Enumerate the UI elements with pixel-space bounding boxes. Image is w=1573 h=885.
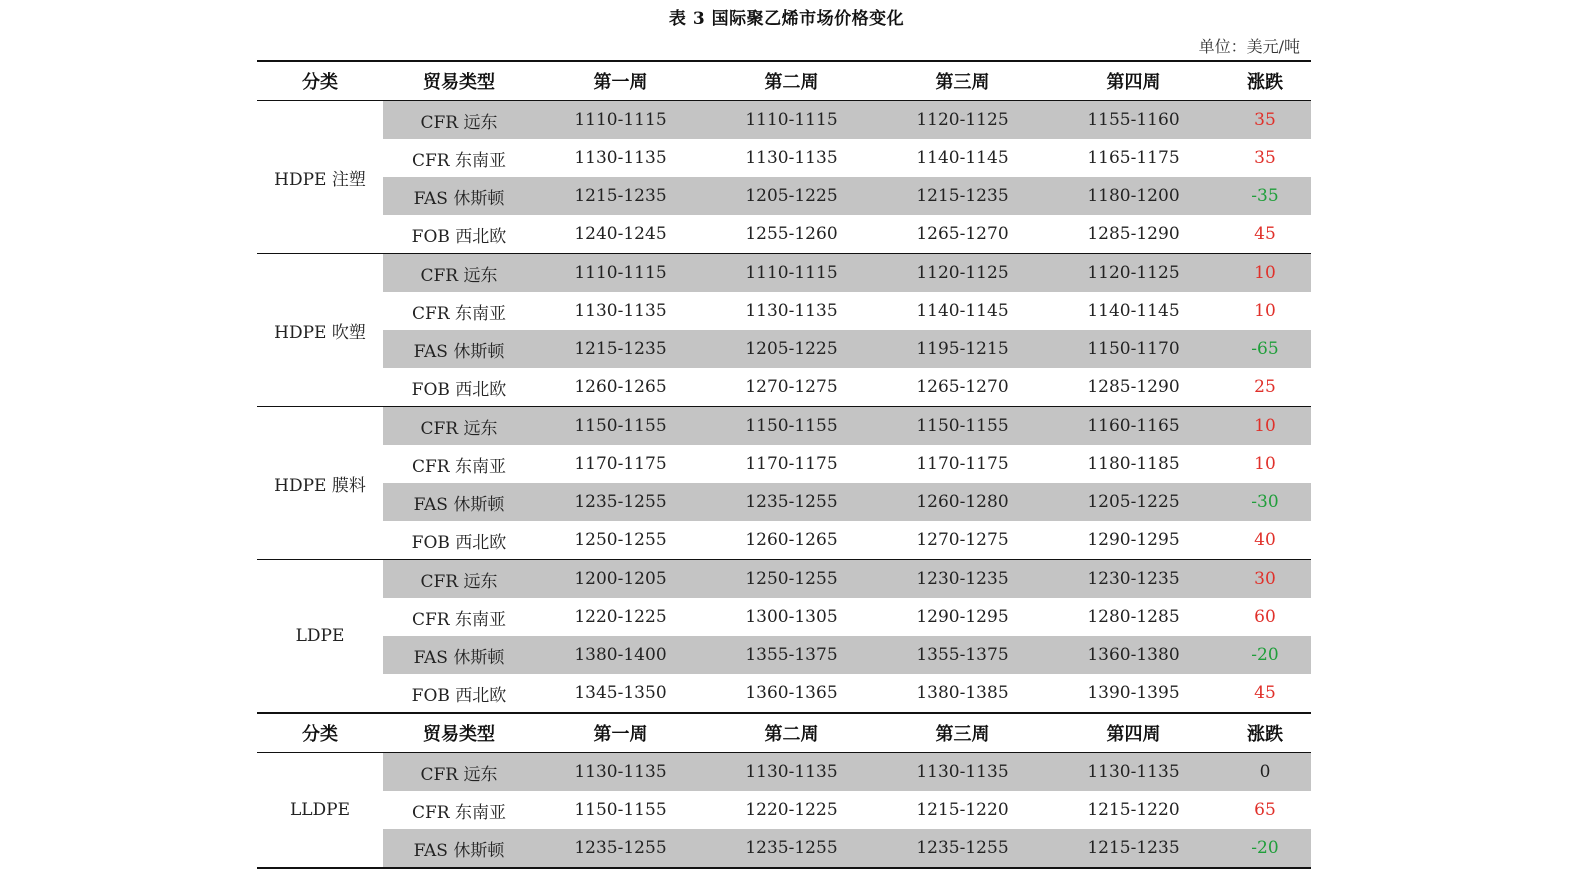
price-cell-w2: 1130-1135 [745,301,838,321]
header-trade-type: 贸易类型 [383,61,535,101]
category-cell: LDPE [257,560,383,714]
trade-type-cell: FAS 休斯顿 [383,177,535,215]
price-cell-w3: 1120-1125 [877,254,1048,293]
table-row [257,177,1311,215]
price-cell-w2: 1360-1365 [706,674,877,713]
change-cell: -20 [1219,636,1311,674]
table-row [257,753,1311,792]
price-cell-w3: 1235-1255 [877,829,1048,868]
trade-type-cell: FOB 西北欧 [383,368,535,407]
trade-type-cell: CFR 远东 [383,560,535,599]
price-cell-w1: 1150-1155 [535,407,706,446]
price-cell-w3: 1215-1220 [916,800,1009,820]
trade-type-cell: FOB 西北欧 [383,674,535,713]
unit-label: 单位：美元/吨 [1198,37,1300,56]
change-cell: 35 [1219,101,1311,140]
trade-type-cell: CFR 东南亚 [411,802,506,823]
change-cell: 10 [1254,454,1276,474]
trade-type-cell: CFR 远东 [383,101,535,140]
header-week-3: 第三周 [877,713,1048,753]
price-cell-w4: 1155-1160 [1048,101,1219,140]
price-cell-w2: 1110-1115 [706,101,877,140]
change-cell: 25 [1219,368,1311,407]
trade-type-cell: CFR 东南亚 [411,456,506,477]
price-cell-w2: 1170-1175 [745,454,838,474]
price-cell-w4: 1280-1285 [1087,607,1180,627]
price-cell-w1: 1235-1255 [535,483,706,521]
table-row [257,139,1311,177]
header-trade-type: 贸易类型 [383,713,535,753]
price-cell-w1: 1235-1255 [535,829,706,868]
price-cell-w4: 1165-1175 [1087,148,1180,168]
change-cell: 10 [1219,407,1311,446]
change-cell: -65 [1219,330,1311,368]
price-cell-w4: 1215-1220 [1087,800,1180,820]
change-cell: -20 [1219,829,1311,868]
header-week-3: 第三周 [877,61,1048,101]
change-cell: 0 [1219,753,1311,792]
category-cell: HDPE 膜料 [257,407,383,560]
change-cell: 35 [1254,148,1276,168]
price-cell-w3: 1230-1235 [877,560,1048,599]
header-week-4: 第四周 [1048,713,1219,753]
price-cell-w2: 1220-1225 [745,800,838,820]
price-cell-w1: 1110-1115 [535,101,706,140]
change-cell: 60 [1254,607,1276,627]
change-cell: -30 [1219,483,1311,521]
price-cell-w4: 1215-1235 [1048,829,1219,868]
change-cell: 45 [1219,215,1311,254]
price-cell-w2: 1205-1225 [706,177,877,215]
table-row [257,407,1311,446]
change-cell: 40 [1219,521,1311,560]
price-cell-w1: 1110-1115 [535,254,706,293]
table-row [257,829,1311,868]
price-cell-w1: 1215-1235 [535,177,706,215]
price-cell-w1: 1130-1135 [574,148,667,168]
price-cell-w2: 1250-1255 [706,560,877,599]
price-cell-w1: 1240-1245 [535,215,706,254]
table-row [257,636,1311,674]
price-cell-w3: 1355-1375 [877,636,1048,674]
price-cell-w1: 1130-1135 [574,301,667,321]
table-row [257,521,1311,560]
price-cell-w1: 1220-1225 [574,607,667,627]
price-cell-w3: 1195-1215 [877,330,1048,368]
price-cell-w3: 1265-1270 [877,215,1048,254]
table-title: 表 3 国际聚乙烯市场价格变化 [668,9,905,29]
price-cell-w1: 1260-1265 [535,368,706,407]
table-row [257,791,1311,829]
price-cell-w4: 1160-1165 [1048,407,1219,446]
table-header-row [257,713,1311,753]
table-row [257,598,1311,636]
table-header-row [257,61,1311,101]
price-cell-w2: 1235-1255 [706,829,877,868]
table-row [257,101,1311,140]
price-cell-w3: 1260-1280 [877,483,1048,521]
price-cell-w1: 1170-1175 [574,454,667,474]
header-week-4: 第四周 [1048,61,1219,101]
price-cell-w2: 1130-1135 [706,753,877,792]
trade-type-cell: CFR 东南亚 [411,303,506,324]
price-cell-w3: 1130-1135 [877,753,1048,792]
table-row [257,560,1311,599]
price-cell-w3: 1290-1295 [916,607,1009,627]
price-cell-w3: 1150-1155 [877,407,1048,446]
price-cell-w2: 1300-1305 [745,607,838,627]
price-cell-w4: 1130-1135 [1048,753,1219,792]
price-cell-w4: 1285-1290 [1048,368,1219,407]
price-cell-w3: 1140-1145 [916,301,1009,321]
price-cell-w2: 1130-1135 [745,148,838,168]
change-cell: 65 [1254,800,1276,820]
price-cell-w4: 1360-1380 [1048,636,1219,674]
header-category: 分类 [257,61,383,101]
price-cell-w3: 1120-1125 [877,101,1048,140]
price-cell-w2: 1235-1255 [706,483,877,521]
table-row [257,368,1311,407]
change-cell: 10 [1219,254,1311,293]
price-cell-w4: 1205-1225 [1048,483,1219,521]
trade-type-cell: FOB 西北欧 [383,215,535,254]
price-cell-w3: 1270-1275 [877,521,1048,560]
price-cell-w1: 1380-1400 [535,636,706,674]
price-cell-w1: 1200-1205 [535,560,706,599]
price-cell-w1: 1250-1255 [535,521,706,560]
price-cell-w3: 1265-1270 [877,368,1048,407]
category-cell: HDPE 吹塑 [257,254,383,407]
price-cell-w2: 1110-1115 [706,254,877,293]
change-cell: 10 [1254,301,1276,321]
price-cell-w1: 1150-1155 [574,800,667,820]
price-cell-w3: 1170-1175 [916,454,1009,474]
price-cell-w2: 1355-1375 [706,636,877,674]
header-change: 涨跌 [1219,61,1311,101]
price-cell-w4: 1120-1125 [1048,254,1219,293]
header-week-1: 第一周 [535,61,706,101]
table-row [257,215,1311,254]
trade-type-cell: FAS 休斯顿 [383,330,535,368]
header-week-2: 第二周 [706,713,877,753]
price-cell-w3: 1380-1385 [877,674,1048,713]
trade-type-cell: FAS 休斯顿 [383,636,535,674]
price-cell-w4: 1285-1290 [1048,215,1219,254]
price-cell-w2: 1150-1155 [706,407,877,446]
price-cell-w4: 1290-1295 [1048,521,1219,560]
table-row [257,330,1311,368]
price-cell-w4: 1390-1395 [1048,674,1219,713]
price-cell-w3: 1140-1145 [916,148,1009,168]
price-cell-w2: 1205-1225 [706,330,877,368]
price-cell-w1: 1345-1350 [535,674,706,713]
price-table-body [257,61,1311,868]
header-week-2: 第二周 [706,61,877,101]
price-cell-w2: 1260-1265 [706,521,877,560]
header-category: 分类 [257,713,383,753]
price-cell-w4: 1140-1145 [1087,301,1180,321]
trade-type-cell: CFR 远东 [383,753,535,792]
trade-type-cell: CFR 远东 [383,254,535,293]
price-cell-w1: 1130-1135 [535,753,706,792]
table-row [257,674,1311,713]
header-week-1: 第一周 [535,713,706,753]
trade-type-cell: CFR 东南亚 [411,150,506,171]
table-row [257,483,1311,521]
change-cell: 45 [1219,674,1311,713]
category-cell: LLDPE [257,753,383,869]
price-cell-w4: 1180-1185 [1087,454,1180,474]
price-table [257,60,1311,869]
price-cell-w4: 1180-1200 [1048,177,1219,215]
trade-type-cell: FAS 休斯顿 [383,483,535,521]
price-cell-w2: 1270-1275 [706,368,877,407]
price-cell-w2: 1255-1260 [706,215,877,254]
category-cell: HDPE 注塑 [257,101,383,254]
trade-type-cell: FOB 西北欧 [383,521,535,560]
table-row [257,292,1311,330]
price-cell-w4: 1150-1170 [1048,330,1219,368]
table-row [257,254,1311,293]
trade-type-cell: FAS 休斯顿 [383,829,535,868]
table-row [257,445,1311,483]
price-cell-w1: 1215-1235 [535,330,706,368]
price-cell-w3: 1215-1235 [877,177,1048,215]
trade-type-cell: CFR 东南亚 [411,609,506,630]
header-change: 涨跌 [1219,713,1311,753]
change-cell: -35 [1219,177,1311,215]
change-cell: 30 [1219,560,1311,599]
price-cell-w4: 1230-1235 [1048,560,1219,599]
trade-type-cell: CFR 远东 [383,407,535,446]
